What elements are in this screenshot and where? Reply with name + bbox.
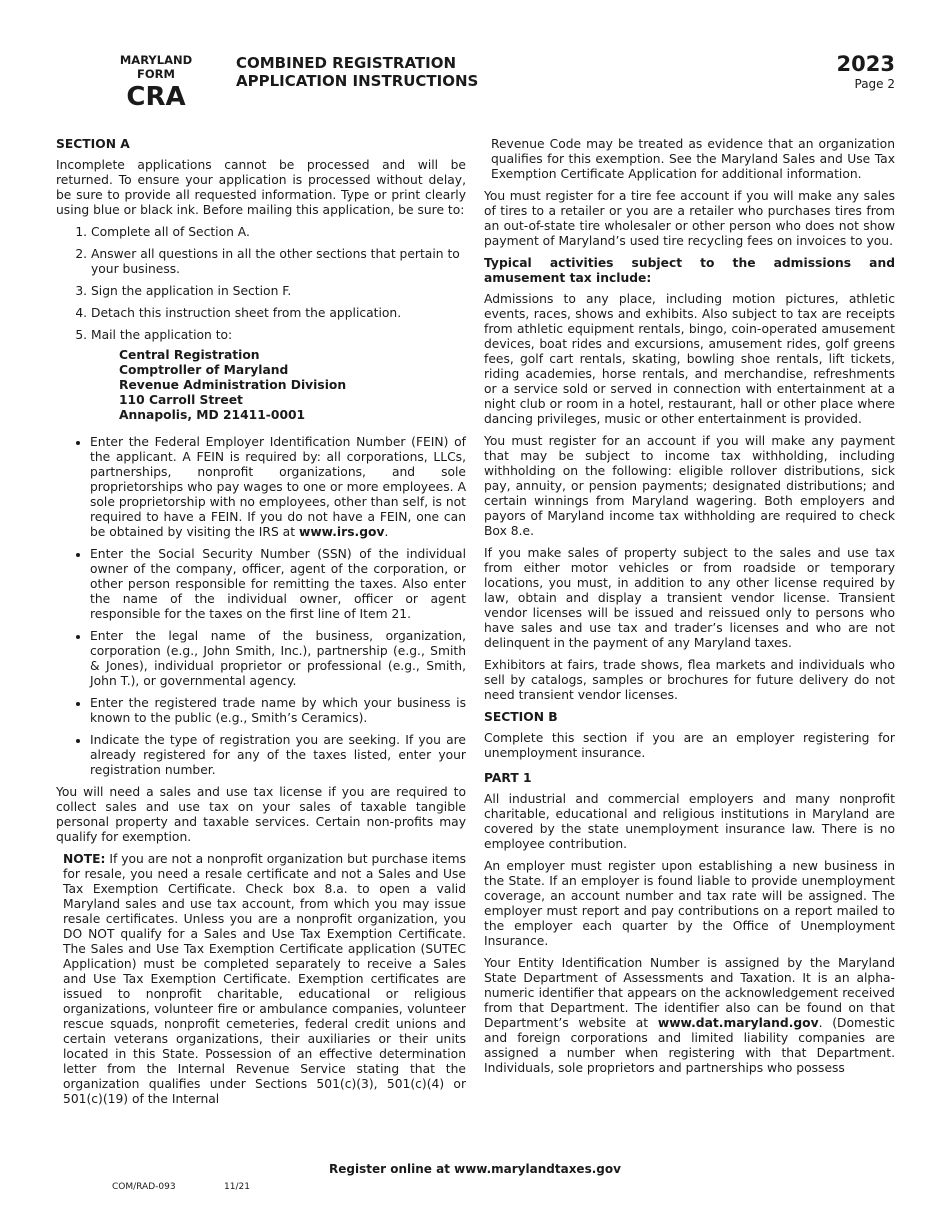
bullet-trade-name: • Enter the registered trade name by which your business is known to the public (e.g., Smith’s Ceramics). xyxy=(90,696,466,726)
fein-text: Enter the Federal Employer Identification Number (FEIN) of the applicant. A FEIN is required by: all corporations, LLCs, partnerships, nonprofit organizations, and sole proprietorships who pay wages to one or more employees. A sole proprietorship with no employees, other than self, is not required to have a FEIN. If you do not have a FEIN, one can be obtained by visiting the IRS at xyxy=(90,435,466,539)
section-b-heading: SECTION B xyxy=(484,710,558,724)
admissions-paragraph: Admissions to any place, including motion pictures, athletic events, races, shows and exhibits. Also subject to tax are receipts from athletic equipment rentals, bingo, coin-operated amusement devices, boat rides and excursions, amusement rides, golf greens fees, golf cart rentals, skating, bowling shoe rentals, lift tickets, riding academies, horse rentals, and merchandise, refreshments or a service sold or served in connection with entertainment at a night club or room in a hotel, restaurant, hall or other place where dancing privileges, music or other entertainment is provided. xyxy=(484,292,895,426)
bullet-registration-type: • Indicate the type of registration you are seeking. If you are already registered for any of the taxes listed, enter your registration number. xyxy=(90,733,466,778)
mailing-steps-list xyxy=(56,225,466,343)
note-continued: Revenue Code may be treated as evidence that an organization qualifies for this exemption. See the Maryland Sales and Use Tax Exemption Certificate Application for additional information. xyxy=(491,137,895,181)
form-number: COM/RAD-093 xyxy=(112,1182,176,1192)
address-line: 110 Carroll Street xyxy=(119,393,243,407)
right-column xyxy=(484,137,895,1083)
entity-text-end: . (Domestic and foreign corporations and limited liability companies are assigned a number when registering with that Department. Individuals, sole proprietors and partnerships who possess xyxy=(484,1016,896,1075)
part-1-heading: PART 1 xyxy=(484,771,532,785)
list-item: 1. Complete all of Section A. xyxy=(91,225,466,240)
fein-text-end: . xyxy=(384,525,389,539)
bullet-legal-name: • Enter the legal name of the business, organization, corporation (e.g., John Smith, Inc.), partnership (e.g., Smith & Jones), individual proprietor or professional (e.g., Smith, John T.), or governmental agency. xyxy=(90,629,466,689)
mailing-address xyxy=(119,348,466,423)
tax-year: 2023 xyxy=(836,52,895,76)
page-title xyxy=(236,54,478,90)
dat-link[interactable]: www.dat.maryland.gov xyxy=(657,1016,819,1030)
sales-tax-paragraph: You will need a sales and use tax license if you are required to collect sales and use tax on your sales of taxable tangible personal property and taxable services. Certain non-profits may qualify for exemption. xyxy=(56,785,466,844)
form-code: CRA xyxy=(126,82,186,112)
irs-link[interactable]: www.irs.gov xyxy=(298,525,385,539)
title-line-1: COMBINED REGISTRATION xyxy=(236,54,457,72)
transient-vendor-paragraph: If you make sales of property subject to the sales and use tax from either motor vehicles or from roadside or temporary locations, you must, in addition to any other license required by law, obtain and display a transient vendor license. Transient vendor licenses will be issued and reissued only to persons who have sales and use tax and trader’s licenses and who are not delinquent in the payment of any Maryland taxes. xyxy=(484,546,895,650)
revision-date: 11/21 xyxy=(224,1182,250,1192)
tire-fee-paragraph: You must register for a tire fee account if you will make any sales of tires to a retailer or you are a retailer who purchases tires from an out-of-state tire wholesaler or other person who does not show payment of Maryland’s used tire recycling fees on invoices to you. xyxy=(484,189,895,248)
note-text: If you are not a nonprofit organization but purchase items for resale, you need a resale certificate and not a Sales and Use Tax Exemption Certificate. Check box 8.a. to open a valid Maryland sales and use tax account, from which you may issue resale certificates. Unless you are a nonprofit organization, you DO NOT qualify for a Sales and Use Tax Exemption Certificate. The Sales and Use Tax Exemption Certificate application (SUTEC Application) must be completed separately to receive a Sales and Use Tax Exemption Certificate. Exemption certificates are issued to nonprofit charitable, educational or religious organizations, volunteer fire or ambulance companies, volunteer rescue squads, nonprofit cemeteries, federal credit unions and certain veterans organizations, their auxiliaries or their units located in this State. Possession of an effective determination letter from the Internal Revenue Service stating that the organization qualifies under Sections 501(c)(3), 501(c)(4) or 501(c)(19) of the Internal xyxy=(63,852,466,1106)
entity-id-paragraph xyxy=(484,956,895,1076)
address-line: Revenue Administration Division xyxy=(119,378,347,392)
state-label: MARYLAND xyxy=(119,53,193,67)
entity-text: Your Entity Identification Number is assigned by the Maryland State Department of Assessments and Taxation. It is an alpha-numeric identifier that appears on the acknowledgement received from that Department. The identifier also can be found on that Department’s website at xyxy=(484,956,895,1030)
exhibitors-paragraph: Exhibitors at fairs, trade shows, flea markets and individuals who sell by catalogs, samples or brochures for future delivery do not need transient vendor licenses. xyxy=(484,658,895,702)
section-a-intro: Incomplete applications cannot be processed and will be returned. To ensure your application is processed without delay, be sure to provide all requested information. Type or print clearly using blue or black ink. Before mailing this application, be sure to: xyxy=(56,158,466,217)
employer-paragraph: An employer must register upon establishing a new business in the State. If an employer is found liable to provide unemployment coverage, an account number and tax rate will be assigned. The employer must report and pay contributions on a report mailed to the employer each quarter by the Office of Unemployment Insurance. xyxy=(484,859,895,948)
form-identifier xyxy=(112,53,200,81)
title-line-2: APPLICATION INSTRUCTIONS xyxy=(236,72,479,90)
left-column xyxy=(56,137,466,1114)
list-item: 2. Answer all questions in all the other sections that pertain to your business. xyxy=(91,247,466,277)
section-a-heading: SECTION A xyxy=(56,137,130,151)
page-number: Page 2 xyxy=(854,77,895,91)
address-line: Central Registration xyxy=(119,348,260,362)
instruction-bullets xyxy=(56,435,466,778)
form-label: FORM xyxy=(137,67,175,81)
bullet-ssn: • Enter the Social Security Number (SSN) of the individual owner of the company, officer, agent of the corporation, or other person responsible for remitting the taxes. Also enter the name of the individual owner, officer or agent responsible for the taxes on the first line of Item 21. xyxy=(90,547,466,622)
address-line: Annapolis, MD 21411-0001 xyxy=(119,408,306,422)
list-item: 4. Detach this instruction sheet from the application. xyxy=(91,306,466,321)
part-1-paragraph: All industrial and commercial employers and many nonprofit charitable, educational and religious institutions in Maryland are covered by the state unemployment insurance law. There is no employee contribution. xyxy=(484,792,895,851)
list-item: 3. Sign the application in Section F. xyxy=(91,284,466,299)
address-line: Comptroller of Maryland xyxy=(119,363,289,377)
withholding-paragraph: You must register for an account if you will make any payment that may be subject to income tax withholding, including withholding on the following: eligible rollover distributions, sick pay, annuity, or pension payments; designated distributions; and certain winnings from Maryland wagering. Both employers and payors of Maryland income tax withholding are required to check Box 8.e. xyxy=(484,434,895,538)
list-item: 5. Mail the application to: xyxy=(91,328,466,343)
bullet-fein xyxy=(90,435,466,540)
note-label: NOTE: xyxy=(63,852,106,866)
register-online-footer: Register online at www.marylandtaxes.gov xyxy=(329,1162,621,1176)
note-paragraph xyxy=(63,852,466,1107)
section-b-paragraph: Complete this section if you are an employer registering for unemployment insurance. xyxy=(484,731,895,760)
admissions-heading: Typical activities subject to the admissions and amusement tax include: xyxy=(484,256,895,285)
